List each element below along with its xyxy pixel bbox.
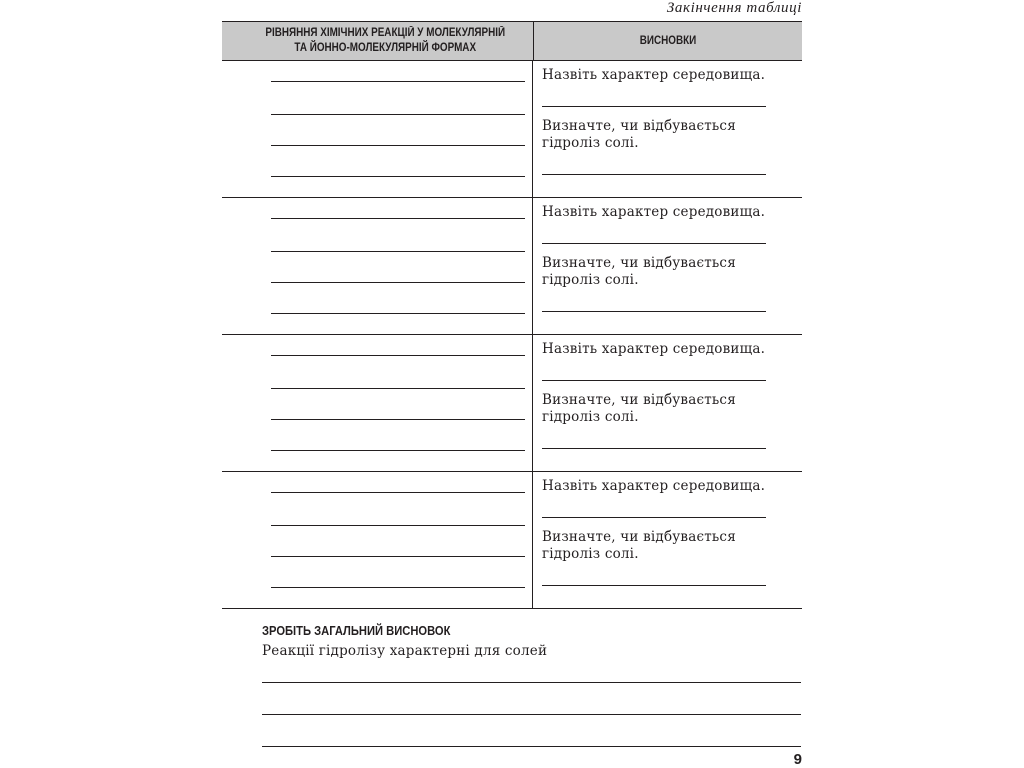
table-continuation-caption: Закінчення таблиці	[666, 0, 802, 16]
conclusions-cell	[533, 335, 802, 471]
table-header	[222, 21, 802, 61]
equations-cell	[222, 61, 533, 197]
summary-answer-line[interactable]	[262, 746, 801, 747]
hydrolysis-table	[222, 21, 802, 609]
answer-line[interactable]	[542, 585, 766, 586]
answer-line[interactable]	[271, 176, 525, 177]
answer-line[interactable]	[542, 174, 766, 175]
answer-line[interactable]	[271, 81, 525, 82]
summary-prompt: Реакції гідролізу характерні для солей	[262, 643, 548, 659]
question-hydrolysis: Визначте, чи відбувається гідроліз солі.	[542, 392, 736, 425]
page-number: 9	[793, 751, 802, 768]
answer-line[interactable]	[271, 251, 525, 252]
answer-line[interactable]	[271, 587, 525, 588]
conclusions-cell	[533, 472, 802, 608]
table-row	[222, 335, 802, 472]
question-medium: Назвіть характер середовища.	[542, 67, 766, 83]
answer-line[interactable]	[271, 525, 525, 526]
question-hydrolysis: Визначте, чи відбувається гідроліз солі.	[542, 529, 736, 562]
conclusions-cell	[533, 61, 802, 197]
summary-answer-line[interactable]	[262, 714, 801, 715]
equations-cell	[222, 335, 533, 471]
question-medium: Назвіть характер середовища.	[542, 341, 766, 357]
question-hydrolysis: Визначте, чи відбувається гідроліз солі.	[542, 255, 736, 288]
answer-line[interactable]	[271, 282, 525, 283]
answer-line[interactable]	[271, 388, 525, 389]
question-medium: Назвіть характер середовища.	[542, 478, 766, 494]
column-header-equations-line2: ТА ЙОННО-МОЛЕКУЛЯРНІЙ ФОРМАХ	[294, 42, 477, 54]
answer-line[interactable]	[542, 448, 766, 449]
answer-line[interactable]	[271, 218, 525, 219]
table-row	[222, 198, 802, 335]
answer-line[interactable]	[542, 311, 766, 312]
answer-line[interactable]	[542, 106, 766, 107]
column-header-equations-line1: РІВНЯННЯ ХІМІЧНИХ РЕАКЦІЙ У МОЛЕКУЛЯРНІЙ	[265, 27, 506, 39]
answer-line[interactable]	[271, 556, 525, 557]
answer-line[interactable]	[271, 145, 525, 146]
answer-line[interactable]	[271, 492, 525, 493]
answer-line[interactable]	[271, 114, 525, 115]
equations-cell	[222, 472, 533, 608]
conclusions-cell	[533, 198, 802, 334]
answer-line[interactable]	[271, 450, 525, 451]
table-row	[222, 472, 802, 609]
answer-line[interactable]	[271, 313, 525, 314]
summary-heading: ЗРОБІТЬ ЗАГАЛЬНИЙ ВИСНОВОК	[262, 623, 451, 638]
header-divider	[533, 22, 534, 60]
equations-cell	[222, 198, 533, 334]
column-header-equations	[244, 22, 511, 60]
answer-line[interactable]	[542, 380, 766, 381]
question-medium: Назвіть характер середовища.	[542, 204, 766, 220]
answer-line[interactable]	[542, 243, 766, 244]
summary-answer-line[interactable]	[262, 682, 801, 683]
answer-line[interactable]	[542, 517, 766, 518]
column-header-conclusions: ВИСНОВКИ	[639, 34, 697, 47]
answer-line[interactable]	[271, 355, 525, 356]
answer-line[interactable]	[271, 419, 525, 420]
question-hydrolysis: Визначте, чи відбувається гідроліз солі.	[542, 118, 736, 151]
table-row	[222, 61, 802, 198]
